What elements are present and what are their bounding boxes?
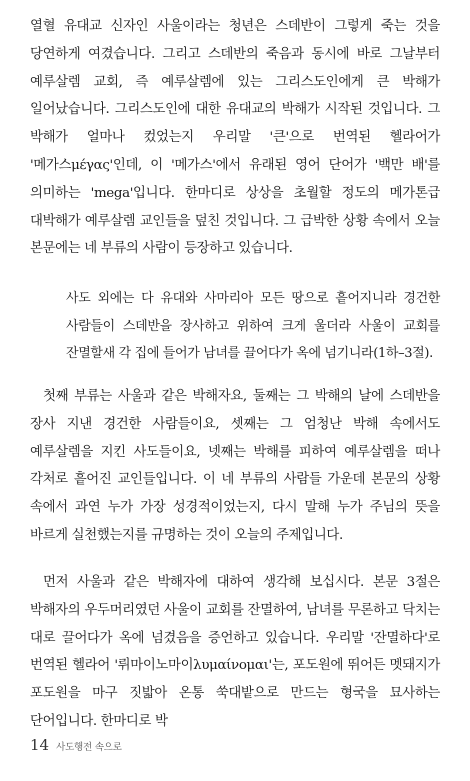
body-paragraph-2: 첫째 부류는 사울과 같은 박해자요, 둘째는 그 박해의 날에 스데반을 장사 지낸 경건한 사람들이요, 셋째는 그 엄청난 박해 속에서도 예루살렘을 지킨 사도들이요, 넷째는 박해를 피하여 예루살렘을 떠나 각처로 흩어진 교인들입니다. 이 네 부류의 사람들 가운데 본문의 상황 속에서 과연 누가 가장 성경적이었는지, 다시 말해 누가 주님의 뜻을 바르게 실천했는지를 규명하는 것이 오늘의 주제입니다. xyxy=(30,389,440,543)
running-title: 사도행전 속으로 xyxy=(56,742,122,753)
page-number: 14 xyxy=(30,736,50,754)
page-footer xyxy=(30,736,122,756)
body-paragraph-1: 열혈 유대교 신자인 사울이라는 청년은 스데반이 그렇게 죽는 것을 당연하게 여겼습니다. 그리고 스데반의 죽음과 동시에 바로 그날부터 예루살렘 교회, 즉 예루살렘에 있는 그리스도인에게 큰 박해가 일어났습니다. 그리스도인에 대한 유대교의 박해가 시작된 것입니다. 그 박해가 얼마나 컸었는지 우리말 '큰'으로 번역된 헬라어가 '메가스μέγας'인데, 이 '메가스'에서 유래된 영어 단어가 '백만 배'를 의미하는 'mega'입니다. 한마디로 상상을 초월할 정도의 메가톤급 대박해가 예루살렘 교인들을 덮친 것입니다. 그 급박한 상황 속에서 오늘 본문에는 네 부류의 사람이 등장하고 있습니다. xyxy=(30,19,440,257)
scripture-quote: 사도 외에는 다 유대와 사마리아 모든 땅으로 흩어지니라 경건한 사람들이 스데반을 장사하고 위하여 크게 울더라 사울이 교회를 잔멸할새 각 집에 들어가 남녀를 끌어다가 옥에 넘기니라(1하–3절). xyxy=(66,291,440,361)
body-paragraph-3: 먼저 사울과 같은 박해자에 대하여 생각해 보십시다. 본문 3절은 박해자의 우두머리였던 사울이 교회를 잔멸하여, 남녀를 무론하고 닥치는 대로 끌어다가 옥에 넘겼음을 증언하고 있습니다. 우리말 '잔멸하다'로 번역된 헬라어 '뤼마이노마이λυμαίνομαι'는, 포도원에 뛰어든 멧돼지가 포도원을 마구 짓밟아 온통 쑥대밭으로 만드는 형국을 묘사하는 단어입니다. 한마디로 박 xyxy=(30,575,440,729)
